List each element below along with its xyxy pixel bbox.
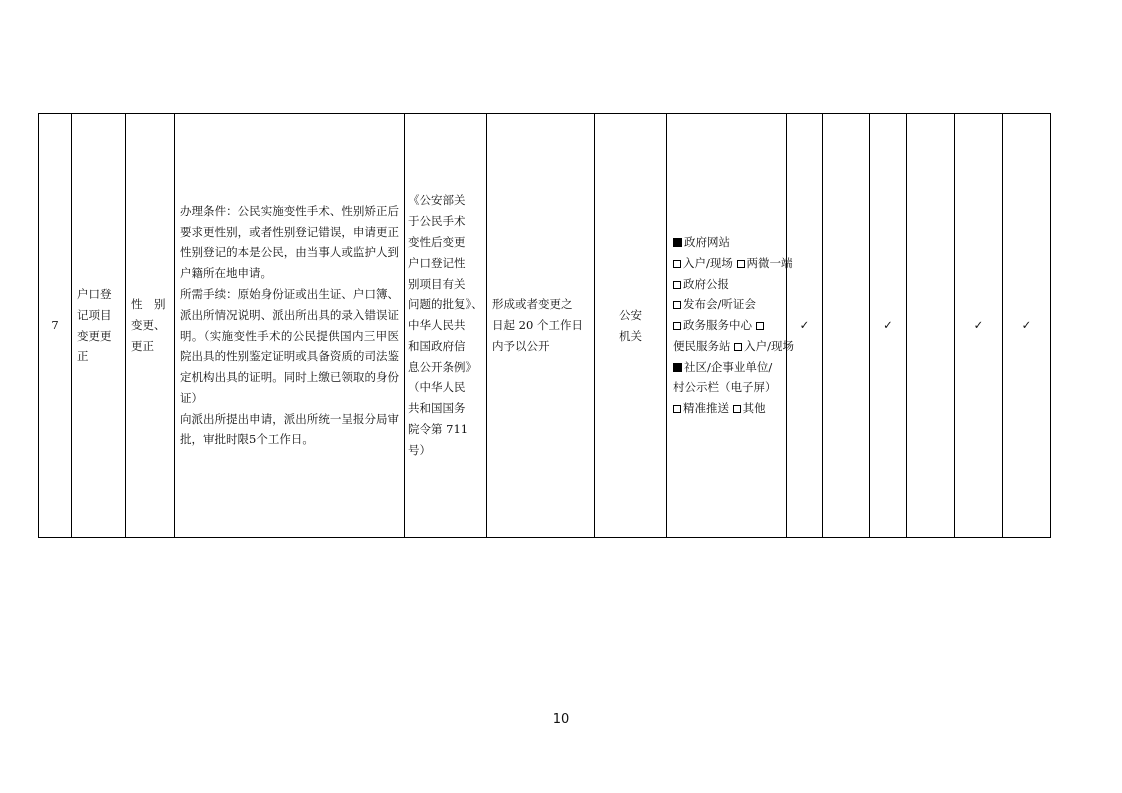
checkbox-empty-icon	[756, 322, 764, 330]
legal-basis-line: 息公开条例》	[408, 359, 477, 374]
sub-item-cell	[126, 114, 175, 538]
check-mark	[823, 114, 870, 538]
row-number: 7	[39, 114, 72, 538]
page-number: 10	[552, 712, 570, 727]
sub-item-line: 变更、	[131, 318, 166, 333]
legal-basis-line: 号）	[408, 442, 431, 457]
checkbox-empty-icon	[737, 260, 745, 268]
legal-basis-line: 《公安部关	[408, 193, 466, 208]
subject-line: 机关	[619, 328, 642, 343]
checkbox-empty-icon	[673, 301, 681, 309]
legal-basis-line: 院令第 711	[408, 422, 469, 437]
checkbox-empty-icon	[673, 405, 681, 413]
item-name-line: 记项目	[77, 307, 112, 322]
item-name-line: 户口登	[77, 286, 112, 301]
time-limit-line: 内予以公开	[492, 338, 550, 353]
time-limit-line: 日起 20 个工作日	[492, 318, 583, 333]
channel-label: 便民服务站	[673, 338, 731, 353]
sub-item-line: 更正	[131, 338, 154, 353]
legal-basis-line: 中华人民共	[408, 318, 466, 333]
legal-basis-line: 和国政府信	[408, 338, 466, 353]
procedures-text: 所需手续：原始身份证或出生证、户口簿、派出所情况说明、派出所出具的录入错误证明。（实施变性手术的公民提供国内三甲医院出具的性别鉴定证明或具备资质的司法鉴定机构出具的证明。同时上缴已领取的身份证）	[180, 286, 399, 405]
item-name-cell	[72, 114, 126, 538]
legal-basis-line: 问题的批复》、	[408, 297, 483, 312]
channel-label: 入户/现场	[744, 338, 795, 353]
channels-cell	[667, 114, 795, 538]
disclosure-content-cell	[175, 114, 405, 538]
disclosure-table	[38, 113, 1051, 538]
check-mark: ✓	[1003, 114, 1051, 538]
legal-basis-cell	[405, 114, 487, 538]
channel-label: 政府公报	[683, 276, 729, 291]
channel-label: 其他	[742, 401, 766, 416]
checkbox-empty-icon	[734, 343, 742, 351]
time-limit-line: 形成或者变更之	[492, 297, 573, 312]
legal-basis-line: （中华人民	[408, 380, 466, 395]
check-mark: ✓	[955, 114, 1003, 538]
legal-basis-line: 别项目有关	[408, 276, 466, 291]
sub-item-line: 性 别	[131, 297, 166, 312]
check-mark	[907, 114, 955, 538]
legal-basis-line: 于公民手术	[408, 214, 466, 229]
legal-basis-line: 共和国国务	[408, 401, 466, 416]
time-limit-cell	[487, 114, 595, 538]
table-row	[39, 114, 1051, 538]
checkbox-empty-icon	[673, 281, 681, 289]
checkbox-filled-icon	[673, 238, 682, 247]
conditions-text: 办理条件：公民实施变性手术、性别矫正后要求更性别，或者性别登记错误，申请更正性别登记的本是公民，由当事人或监护人到户籍所在地申请。	[180, 203, 399, 281]
channel-label: 入户/现场	[683, 255, 733, 270]
check-mark: ✓	[870, 114, 907, 538]
item-name-line: 正	[77, 349, 89, 364]
item-name-line: 变更更	[77, 328, 112, 343]
checkbox-empty-icon	[733, 405, 741, 413]
channel-label: 政务服务中心	[683, 318, 752, 333]
checkbox-empty-icon	[673, 260, 681, 268]
channel-label: 发布会/听证会	[683, 297, 756, 312]
legal-basis-line: 变性后变更	[408, 234, 466, 249]
channel-label: 政府网站	[684, 234, 730, 249]
checkbox-filled-icon	[673, 363, 682, 372]
checkbox-empty-icon	[673, 322, 681, 330]
channel-label: 社区/企事业单位/村公示栏（电子屏）	[673, 359, 777, 395]
subject-cell	[595, 114, 667, 538]
application-text: 向派出所提出申请，派出所统一呈报分局审批，审批时限5个工作日。	[180, 411, 399, 447]
check-mark: ✓	[787, 114, 823, 538]
channel-label: 两微一端	[746, 255, 793, 270]
legal-basis-line: 户口登记性	[408, 255, 466, 270]
subject-line: 公安	[619, 307, 642, 322]
channel-label: 精准推送	[683, 401, 729, 416]
